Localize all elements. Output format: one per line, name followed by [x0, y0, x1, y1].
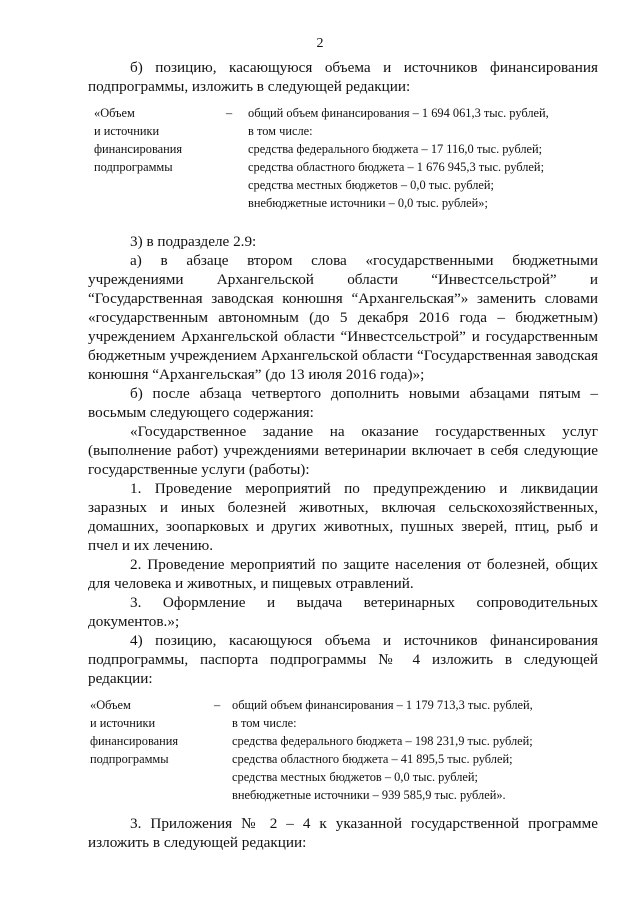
- value-line: средства федерального бюджета – 17 116,0 тыс. рублей;: [248, 142, 543, 156]
- financing-values-1: [248, 104, 598, 212]
- list-item: 2. Проведение мероприятий по защите населения от болезней, общих для человека и животных, и пищевых отравлений.: [88, 556, 598, 592]
- financing-label-2: [90, 696, 214, 804]
- paragraph-b-intro: б) позицию, касающуюся объема и источников финансирования подпрограммы, изложить в следующей редакции:: [88, 59, 598, 95]
- label-line: подпрограммы: [94, 160, 173, 174]
- dash: –: [214, 698, 221, 712]
- list-item: 3. Оформление и выдача ветеринарных сопроводительных документов.»;: [88, 594, 598, 630]
- item-4: 4) позицию, касающуюся объема и источников финансирования подпрограммы, паспорта подпрограммы № 4 изложить в следующей редакции:: [88, 632, 598, 687]
- label-line: подпрограммы: [90, 752, 169, 766]
- financing-values-2: [232, 696, 598, 804]
- document-body: [88, 58, 598, 852]
- label-line: финансирования: [90, 734, 179, 748]
- label-line: «Объем: [90, 698, 131, 712]
- value-line: в том числе:: [232, 716, 297, 730]
- value-line: средства областного бюджета – 41 895,5 тыс. рублей;: [232, 752, 513, 766]
- label-line: финансирования: [94, 142, 183, 156]
- financing-table-1: [94, 104, 598, 212]
- value-line: внебюджетные источники – 939 585,9 тыс. рублей».: [232, 788, 506, 802]
- label-line: и источники: [90, 716, 156, 730]
- quote-intro: «Государственное задание на оказание государственных услуг (выполнение работ) учреждениями ветеринарии включает в себя следующие государственные услуги (работы):: [88, 423, 598, 478]
- financing-table-2: [90, 696, 598, 804]
- value-line: средства областного бюджета – 1 676 945,3 тыс. рублей;: [248, 160, 545, 174]
- item-3b: б) после абзаца четвертого дополнить новыми абзацами пятым – восьмым следующего содержания:: [88, 385, 598, 421]
- value-line: средства федерального бюджета – 198 231,9 тыс. рублей;: [232, 734, 533, 748]
- value-line: в том числе:: [248, 124, 313, 138]
- item-3a: а) в абзаце втором слова «государственными бюджетными учреждениями Архангельской области “Инвестсельстрой” и “Государственная заводская конюшня “Архангельская”» заменить словами «государственным автономным (до 5 декабря 2016 года – бюджетным) учреждением Архангельской области “Инвестсельстрой” и государственным бюджетным учреждением Архангельской области “Государственная заводская конюшня “Архангельская” (до 13 июля 2016 года)»;: [88, 252, 598, 383]
- label-line: и источники: [94, 124, 160, 138]
- value-line: общий объем финансирования – 1 179 713,3 тыс. рублей,: [232, 698, 533, 712]
- value-line: средства местных бюджетов – 0,0 тыс. рублей;: [232, 770, 479, 784]
- financing-label-1: [94, 104, 226, 212]
- value-line: внебюджетные источники – 0,0 тыс. рублей»;: [248, 196, 488, 210]
- page-number: 2: [316, 36, 324, 51]
- value-line: средства местных бюджетов – 0,0 тыс. рублей;: [248, 178, 495, 192]
- value-line: общий объем финансирования – 1 694 061,3 тыс. рублей,: [248, 106, 549, 120]
- final-paragraph: 3. Приложения № 2 – 4 к указанной государственной программе изложить в следующей редакции:: [88, 815, 598, 851]
- label-line: «Объем: [94, 106, 135, 120]
- dash: –: [226, 106, 233, 120]
- list-item: 1. Проведение мероприятий по предупреждению и ликвидации заразных и иных болезней животных, включая сельскохозяйственных, домашних, зоопарковых и других животных, пушных зверей, птиц, рыб и пчел и их лечению.: [88, 480, 598, 554]
- item-3: 3) в подразделе 2.9:: [130, 233, 257, 250]
